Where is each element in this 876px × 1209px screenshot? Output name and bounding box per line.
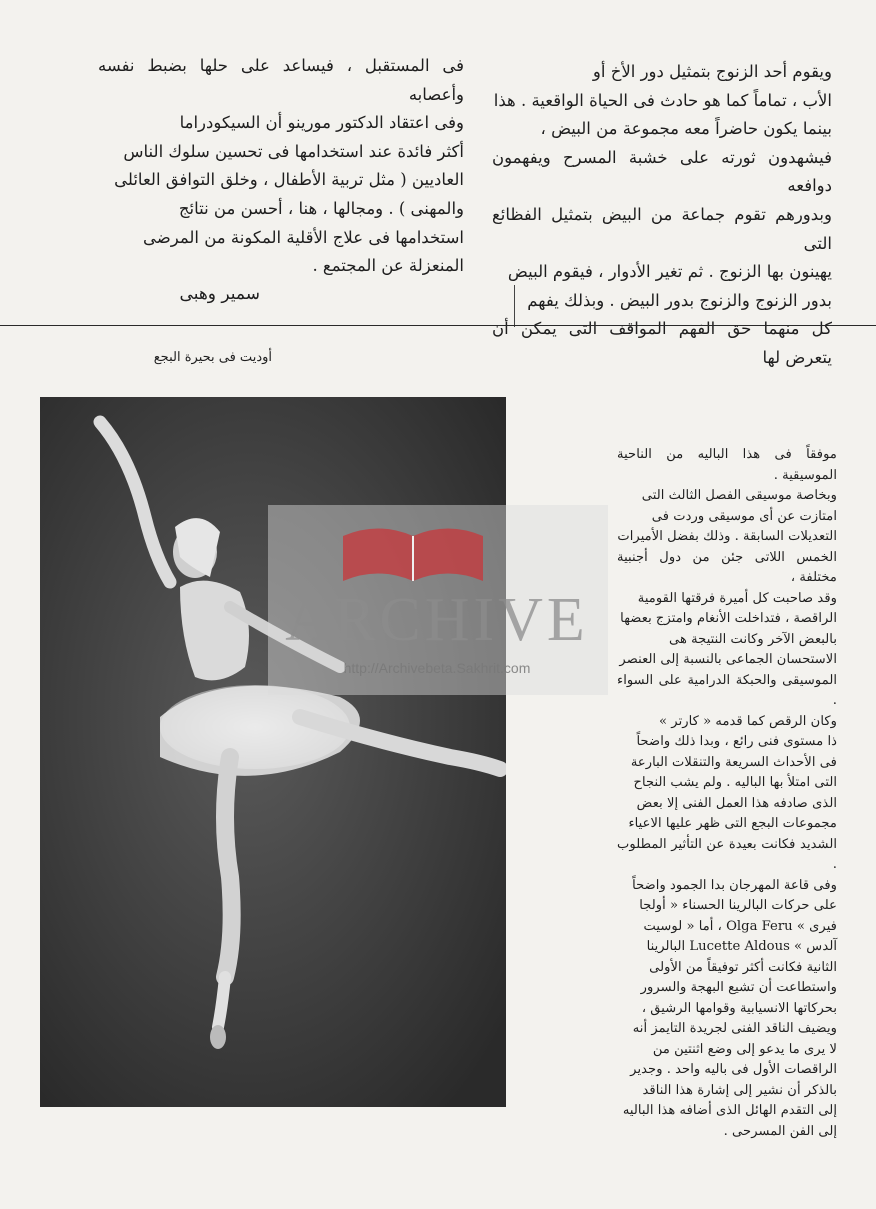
bottom-right-line: الخمس اللاتى جئن من دول أجنبية مختلفة ، (617, 549, 837, 585)
bottom-right-line: بحركاتها الانسيابية وقوامها الرشيق ، (641, 1000, 837, 1016)
bottom-right-line: وقد صاحبت كل أميرة فرقتها القومية (637, 590, 837, 606)
top-right-line: الأب ، تماماً كما هو حادث فى الحياة الواقعية . هذا (493, 90, 832, 110)
bottom-right-line: الراقصات الأول فى باليه واحد . وجدير (630, 1062, 837, 1077)
top-right-line: كل منهما حق الفهم المواقف التى يمكن أن يتعرض لها (492, 319, 832, 367)
bottom-right-line: وبخاصة موسيقى الفصل الثالث التى (641, 488, 837, 503)
book-logo-icon (328, 516, 498, 596)
top-right-line: وبدورهم تقوم جماعة من البيض بتمثيل الفظائع التى (492, 204, 832, 253)
top-right-line: ويقوم أحد الزنوج بتمثيل دور الأخ أو (592, 62, 832, 81)
top-left-line: المنعزلة عن المجتمع . (312, 256, 464, 276)
bottom-right-line: موفقاً فى هذا الباليه من الناحية الموسيقية . (617, 447, 837, 483)
bottom-right-line: إلى التقدم الهائل الذى أضافه هذا الباليه (622, 1103, 837, 1118)
bottom-right-line: على حركات البالرينا الحسناء « أولجا (639, 898, 837, 913)
column-divider (514, 285, 515, 327)
top-left-column (98, 52, 464, 281)
top-right-line: بينما يكون حاضراً معه مجموعة من البيض ، (540, 119, 832, 139)
photo-caption: أوديت فى بحيرة البجع (153, 350, 272, 365)
bottom-right-line: بالبعض الآخر وكانت النتيجة هى (668, 631, 837, 647)
bottom-right-line: وفى قاعة المهرجان بدا الجمود واضحاً (632, 877, 837, 893)
bottom-right-line: الاستحسان الجماعى بالنسبة إلى العنصر (619, 652, 837, 667)
top-left-line: استخدامها فى علاج الأقلية المكونة من المرضى (142, 227, 464, 247)
bottom-right-line: التعديلات السابقة . وذلك بفضل الأميرات (617, 529, 837, 544)
top-right-line: يهينون بها الزنوج . ثم تغير الأدوار ، فيقوم البيض (507, 262, 832, 282)
ballet-photo (40, 397, 506, 1107)
bottom-right-line: التى امتلأ بها الباليه . ولم يشب النجاح (633, 775, 837, 790)
top-left-line: فى المستقبل ، فيساعد على حلها بضبط نفسه وأعصابه (98, 56, 464, 104)
watermark-url: http://Archivebeta.Sakhrit.com (343, 660, 531, 676)
bottom-right-line: فيرى » Olga Feru ، أما « لوسيت (643, 918, 837, 934)
bottom-right-line: امتازت عن أى موسيقى وردت فى (651, 508, 837, 524)
bottom-right-line: إلى الفن المسرحى . (723, 1123, 837, 1139)
author-signature: سمير وهبى (179, 284, 260, 304)
bottom-right-line: الذى صادفه هذا العمل الفنى إلا بعض (636, 795, 837, 811)
bottom-right-line: واستطاعت أن تشيع البهجة والسرور (640, 980, 837, 995)
bottom-right-line: بالذكر أن نشير إلى إشارة هذا الناقد (642, 1082, 837, 1098)
bottom-right-line: الموسيقى والحبكة الدرامية على السواء . (617, 672, 837, 708)
bottom-right-line: آلدس » Lucette Aldous البالرينا (646, 939, 837, 954)
top-left-line: وفى اعتقاد الدكتور مورينو أن السيكودراما (179, 113, 464, 133)
bottom-right-line: لا يرى ما يدعو إلى وضع اثنتين من (652, 1041, 837, 1057)
bottom-right-line: ويضيف الناقد الفنى لجريدة التايمز أنه (632, 1021, 837, 1036)
bottom-right-line: مجموعات البجع التى ظهر عليها الاعياء (628, 816, 837, 831)
bottom-right-line: وكان الرقص كما قدمه « كارتر » (659, 713, 837, 729)
watermark-title: ARCHIVE (285, 586, 589, 654)
bottom-right-line: ذا مستوى فنى رائع ، وبدا ذلك واضحاً (636, 734, 837, 749)
top-right-line: فيشهدون ثورته على خشبة المسرح ويفهمون دوافعه (492, 147, 832, 196)
top-left-line: أكثر فائدة عند استخدامها فى تحسين سلوك الناس (123, 141, 464, 161)
top-right-line: بدور الزنوج والزنوج بدور البيض . وبذلك يفهم (527, 290, 832, 310)
bottom-right-line: الراقصة ، فتداخلت الأنغام وامتزج بعضها (620, 611, 837, 626)
bottom-right-line: الثانية فكانت أكثر توفيقاً من الأولى (649, 959, 837, 975)
top-left-line: والمهنى ) . ومجالها ، هنا ، أحسن من نتائج (178, 198, 464, 218)
section-divider (0, 325, 876, 326)
bottom-right-line: الشديد فكانت بعيدة عن التأثير المطلوب . (617, 836, 837, 872)
top-left-line: العاديين ( مثل تربية الأطفال ، وخلق التوافق العائلى (114, 170, 464, 190)
bottom-right-line: فى الأحداث السريعة والتنقلات البارعة (630, 754, 837, 770)
bottom-right-column (617, 445, 837, 1142)
